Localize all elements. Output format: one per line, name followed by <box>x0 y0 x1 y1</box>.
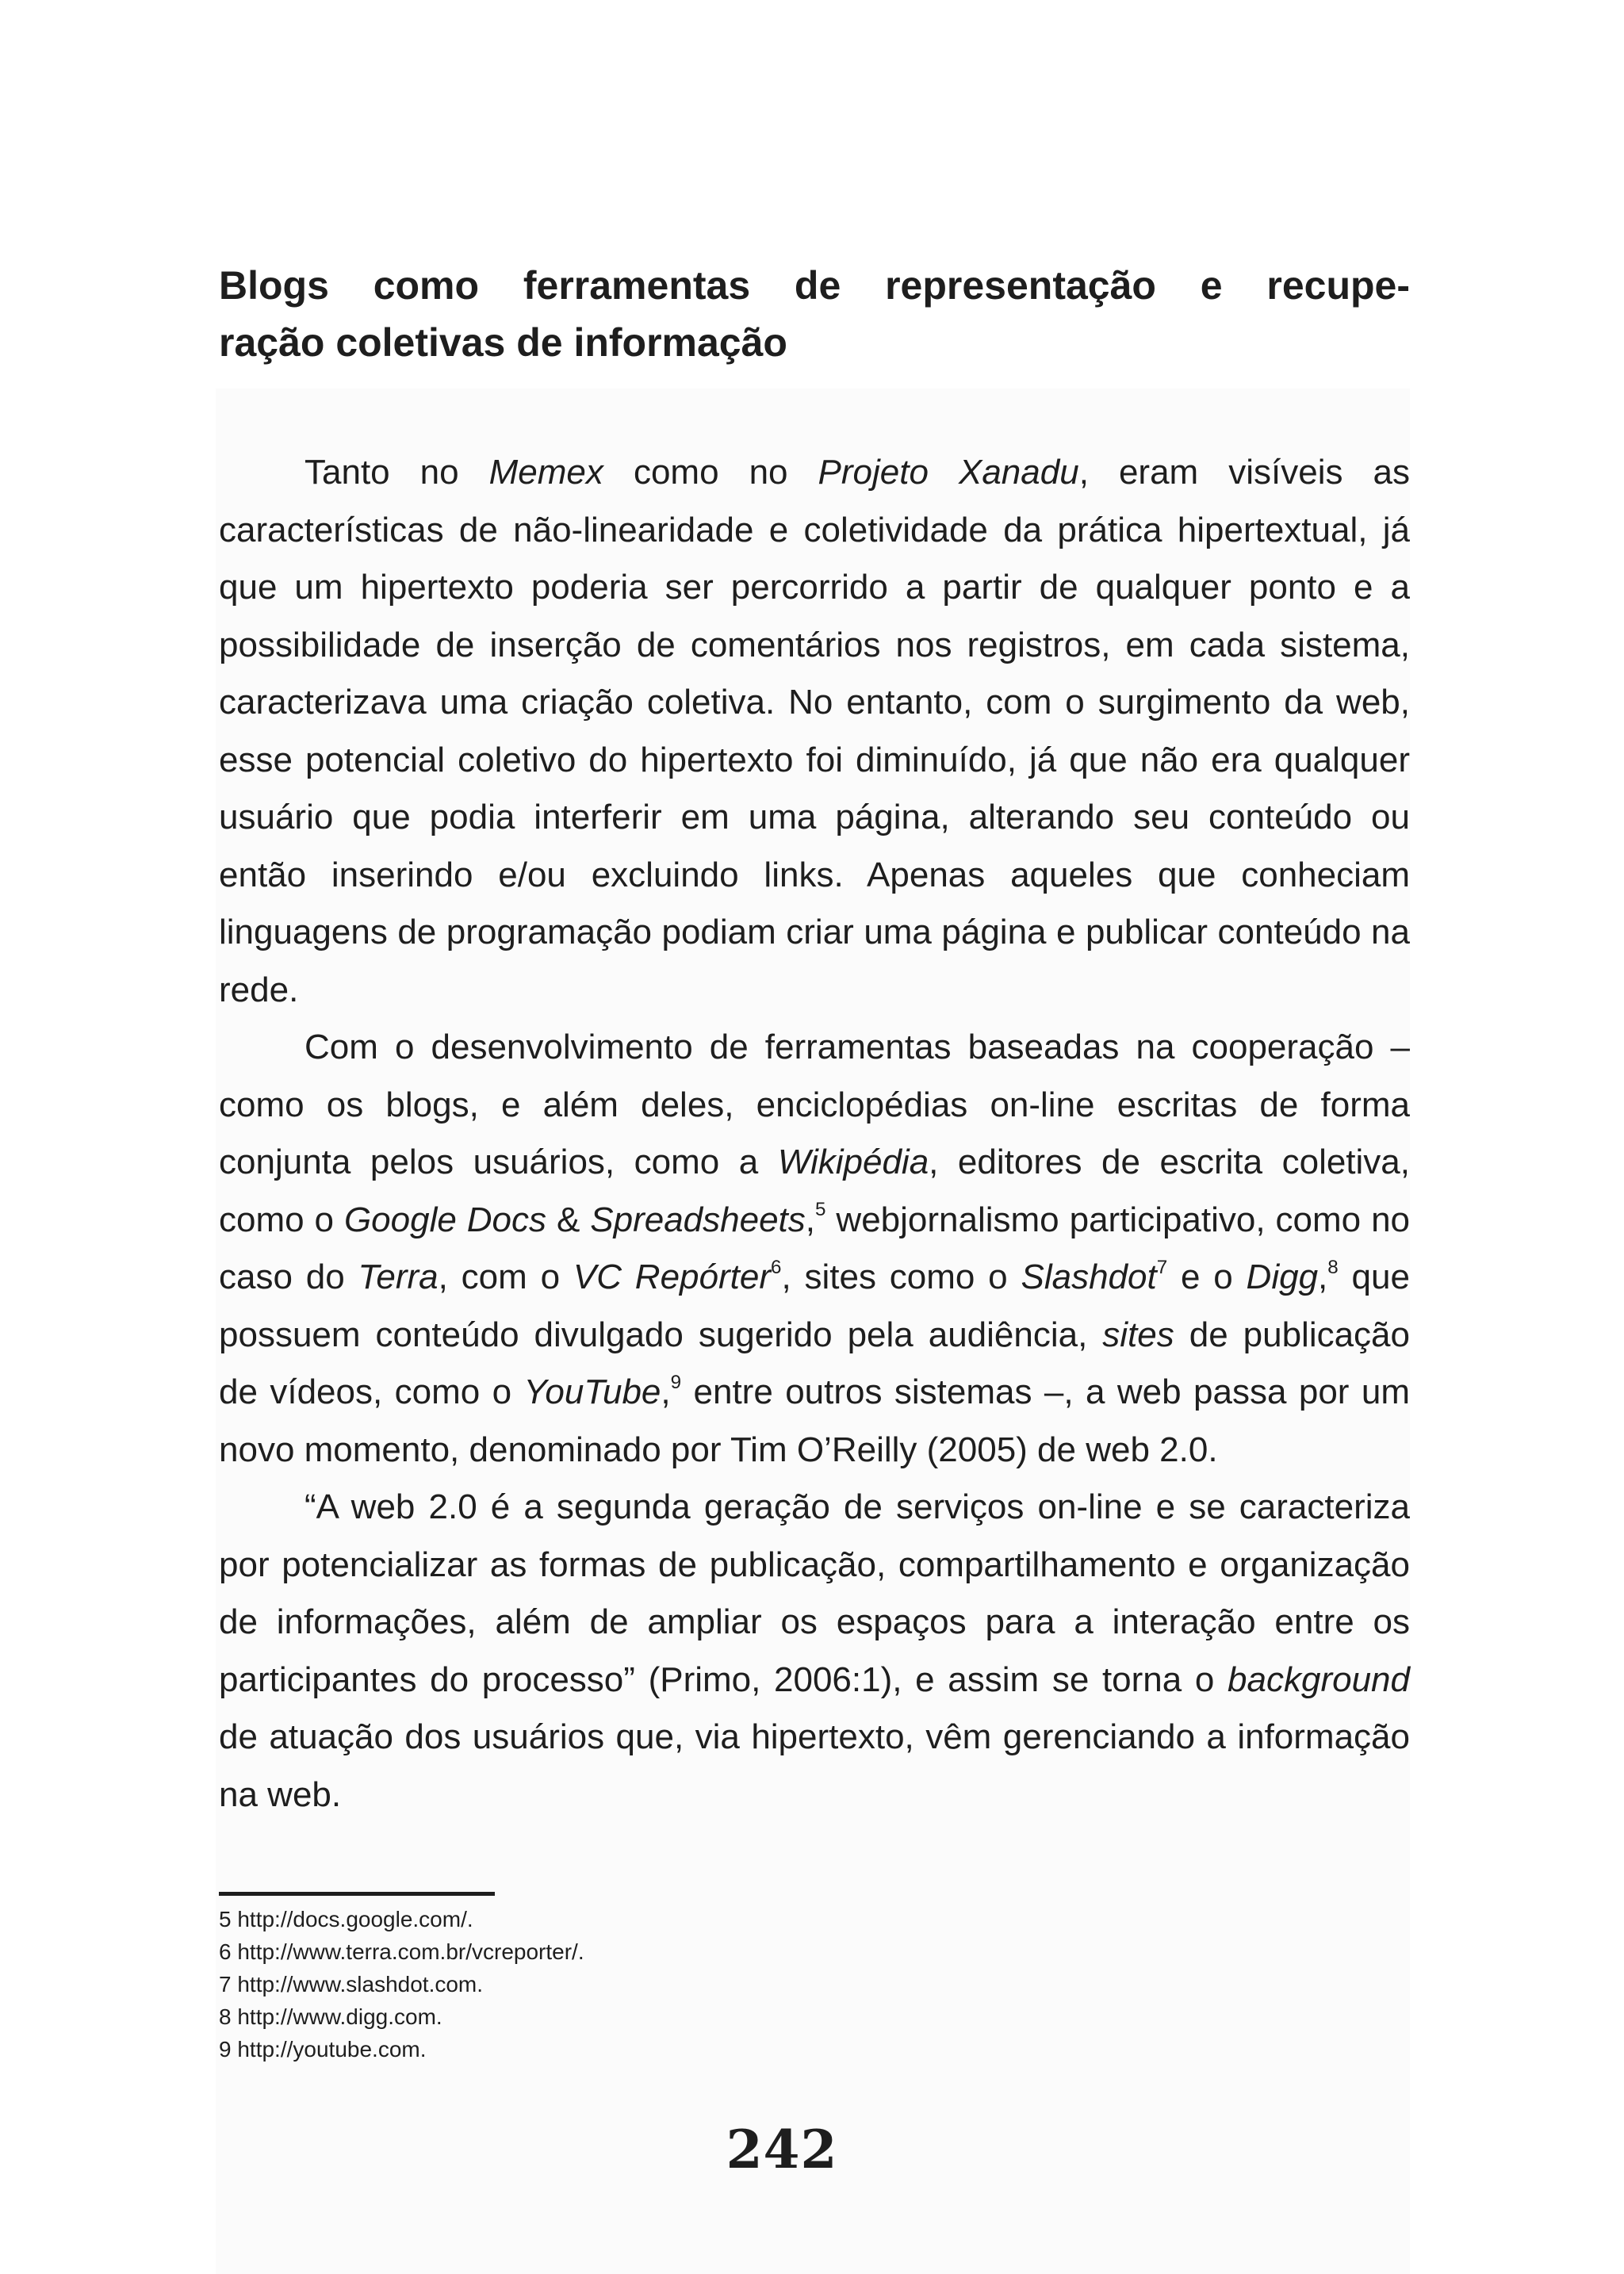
text-run: & <box>546 1200 591 1239</box>
italic-text: sites <box>1102 1315 1174 1354</box>
text-run: , eram visíveis as características de não-linearidade e coletividade da prática hipertextual, já que um hipertexto poderia ser percorrido a partir de qualquer ponto e a possibilidade de inserção de comentários nos registros, em cada sistema, caracterizava uma criação coletiva. No entanto, com o surgimento da web, esse potencial coletivo do hipertexto foi diminuído, já que não era qualquer usuário que podia interferir em uma página, alterando seu conteúdo ou então inserindo e/ou excluindo links. Apenas aqueles que conheciam linguagens de programação podiam criar uma página e publicar conteúdo na rede. <box>219 453 1410 1009</box>
italic-text: Wikipédia <box>777 1143 929 1181</box>
footnote-6: 6 http://www.terra.com.br/vcreporter/. <box>219 1939 584 1964</box>
italic-text: Projeto Xanadu <box>818 453 1079 492</box>
text-run: , <box>805 1200 816 1239</box>
italic-text: Slashdot <box>1021 1258 1157 1296</box>
text-run: entre outros sistemas –, a web passa por um novo momento, denominado por Tim O’Reilly (2005) de web 2.0. <box>219 1372 1410 1469</box>
text-run: de publicação de vídeos, como o <box>219 1315 1410 1411</box>
section-heading-line-2: ração coletivas de informação <box>219 320 787 365</box>
footnote-reference: 8 <box>1327 1256 1339 1278</box>
footnote-separator <box>219 1892 495 1896</box>
italic-text: VC Repórter <box>573 1258 771 1296</box>
text-run: , editores de escrita coletiva, como o <box>219 1143 1411 1239</box>
italic-text: Terra <box>358 1258 439 1296</box>
footnote-reference: 7 <box>1156 1256 1168 1278</box>
text-run: Com o desenvolvimento de ferramentas baseadas na cooperação – como os blogs, e além deles, enciclopédias on-line escritas de forma conjunta pelos usuários, como a <box>219 1028 1410 1181</box>
italic-text: background <box>1228 1660 1410 1699</box>
italic-text: Spreadsheets <box>590 1200 806 1239</box>
footnotes <box>219 1903 584 2065</box>
body-paragraph <box>219 1019 1410 1479</box>
footnote-reference: 9 <box>670 1371 682 1393</box>
text-run: , <box>1318 1258 1328 1296</box>
footnote-9: 9 http://youtube.com. <box>219 2037 427 2062</box>
footnote-8: 8 http://www.digg.com. <box>219 2004 442 2029</box>
italic-text: Memex <box>488 453 603 492</box>
italic-text: Google Docs <box>343 1200 547 1239</box>
footnote-5: 5 http://docs.google.com/. <box>219 1907 473 1931</box>
text-run: Tanto no <box>304 453 489 492</box>
italic-text: YouTube <box>523 1372 661 1411</box>
text-run: de atuação dos usuários que, via hipertexto, vêm gerenciando a informação na web. <box>219 1717 1410 1814</box>
body-paragraph <box>219 444 1410 1019</box>
text-run: que possuem conteúdo divulgado sugerido pela audiência, <box>219 1258 1410 1354</box>
body-paragraph <box>219 1479 1410 1824</box>
text-run: como no <box>603 453 818 492</box>
section-heading-line-1: Blogs como ferramentas de representação e recupe- <box>219 263 1410 308</box>
italic-text: Digg <box>1246 1258 1319 1296</box>
body-text <box>219 444 1410 1824</box>
footnote-reference: 6 <box>771 1256 782 1278</box>
footnote-7: 7 http://www.slashdot.com. <box>219 1972 484 1996</box>
footnote-reference: 5 <box>815 1199 826 1221</box>
section-heading <box>219 257 1410 371</box>
text-run: “A web 2.0 é a segunda geração de serviços on-line e se caracteriza por potencializar as formas de publicação, compartilhamento e organização de informações, além de ampliar os espaços para a interação entre os participantes do processo” (Primo, 2006:1), e assim se torna o <box>219 1487 1410 1699</box>
text-run: , com o <box>438 1258 573 1296</box>
text-run: , <box>661 1372 671 1411</box>
text-run: e o <box>1167 1258 1247 1296</box>
text-run: , sites como o <box>781 1258 1021 1296</box>
text-run: webjornalismo participativo, como no caso do <box>219 1200 1411 1296</box>
page-number: 242 <box>726 2119 838 2180</box>
